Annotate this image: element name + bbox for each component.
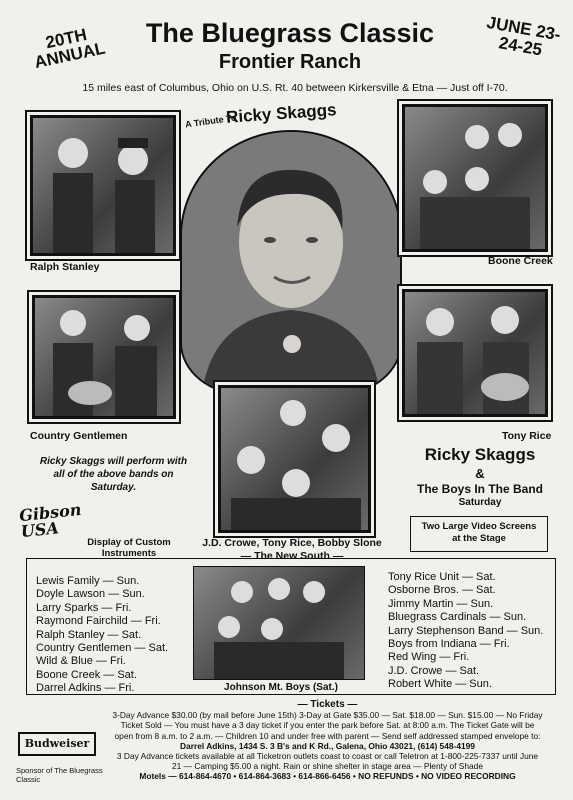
tickets-line1: 3-Day Advance $30.00 (by mail before June 15th) 3-Day at Gate $35.00 — Sat. $18.00 — Sun. $15.00 — No Friday [112,710,543,721]
ricky-skaggs-portrait [180,130,402,396]
lineup-item: Lewis Family — Sun. [36,575,140,587]
skaggs-band: The Boys In The Band [416,482,543,496]
lineup-item: Larry Stephenson Band — Sun. [388,624,544,637]
tickets-line4: Darrel Adkins, 1434 S. 3 B's and K Rd., Galena, Ohio 43021, (614) 548-4199 [180,740,475,751]
lineup-item: Red Wing — Fri. [388,651,470,664]
tickets-line6: 21 — Camping $5.00 a night. Rain or shine shelter in stage area — Plenty of Shade [172,761,483,772]
new-south-photo [218,385,371,533]
caption-new-south-sub: — The New South — [240,550,344,562]
tickets-line3: open from 8 a.m. to 2 a.m. — Children 10 and under free with parent — Send self addressed stamped envelope to: [114,730,541,741]
lineup-item: Darrel Adkins — Fri. [36,682,135,695]
lineup-right [388,571,553,692]
ralph-stanley-photo [30,115,176,256]
tony-rice-photo [402,289,548,417]
tickets-section [100,700,555,782]
skaggs-day: Saturday [458,497,502,508]
tickets-line2: Ticket Sold — You must have a 3 day ticket if you enter the park before Sat. at 8:00 a.m. The Ticket Gate will be [120,720,535,731]
lineup-item: Ralph Stanley — Sat. [36,628,142,641]
video-screens-text: Two Large Video Screens at the Stage [421,521,537,544]
lineup-item: Raymond Fairchild — Fri. [36,615,161,628]
lineup-item: J.D. Crowe — Sat. [388,664,480,677]
gibson-caption: Display of Custom Instruments [87,537,171,559]
skaggs-amp: & [475,466,485,481]
boone-creek-photo [402,104,548,252]
tickets-line7: Motels — 614-864-4670 • 614-864-3683 • 614-866-6456 • NO REFUNDS • NO VIDEO RECORDING [139,771,516,782]
event-subtitle: Frontier Ranch [218,51,362,73]
tickets-heading: — Tickets — [297,699,358,710]
event-title: The Bluegrass Classic [145,18,435,48]
lineup-item: Doyle Lawson — Sun. [36,588,145,601]
lineup-item: Bluegrass Cardinals — Sun. [388,611,527,624]
tribute-prefix: A Tribute To [184,112,237,130]
video-screens-box [410,516,548,552]
performance-note: Ricky Skaggs will perform with all of the above bands on Saturday. [39,456,188,493]
caption-johnson-mt-boys: Johnson Mt. Boys (Sat.) [224,682,338,693]
caption-ralph-stanley: Ralph Stanley [30,261,100,273]
skaggs-name: Ricky Skaggs [424,445,536,464]
caption-tony-rice: Tony Rice [502,430,552,442]
lineup-item: Wild & Blue — Fri. [36,655,126,668]
lineup-item: Osborne Bros. — Sat. [388,584,496,597]
lineup-item: Robert White — Sun. [388,678,492,691]
lineup-item: Boys from Indiana — Fri. [388,638,510,651]
tribute-name: Ricky Skaggs [225,100,338,127]
sponsor-caption: Sponsor of The Bluegrass Classic [16,766,103,784]
country-gentlemen-photo [32,295,176,419]
anniversary: 20TH ANNUAL [32,25,107,73]
event-dates: JUNE 23-24-25 [485,12,563,60]
caption-boone-creek: Boone Creek [488,255,553,267]
lineup-item: Larry Sparks — Fri. [36,601,132,614]
lineup-item: Boone Creek — Sat. [36,668,137,681]
event-location: 15 miles east of Columbus, Ohio on U.S. Rt. 40 between Kirkersville & Etna — Just off I-70. [82,82,508,94]
lineup-item: Tony Rice Unit — Sat. [388,571,496,583]
tickets-line5: 3 Day Advance tickets available at all Ticketron outlets coast to coast or call Teletron at 1-800-225-7337 until June [116,751,539,762]
lineup-item: Jimmy Martin — Sun. [388,597,494,610]
lineup-item: Country Gentlemen — Sat. [36,642,169,655]
gibson-logo: Gibson USA [18,499,83,542]
lineup-left [36,575,186,696]
caption-new-south-names: J.D. Crowe, Tony Rice, Bobby Slone [202,537,382,549]
johnson-mt-boys-photo [193,566,365,680]
caption-country-gentlemen: Country Gentlemen [30,430,128,442]
budweiser-logo: Budweiser [18,732,96,756]
